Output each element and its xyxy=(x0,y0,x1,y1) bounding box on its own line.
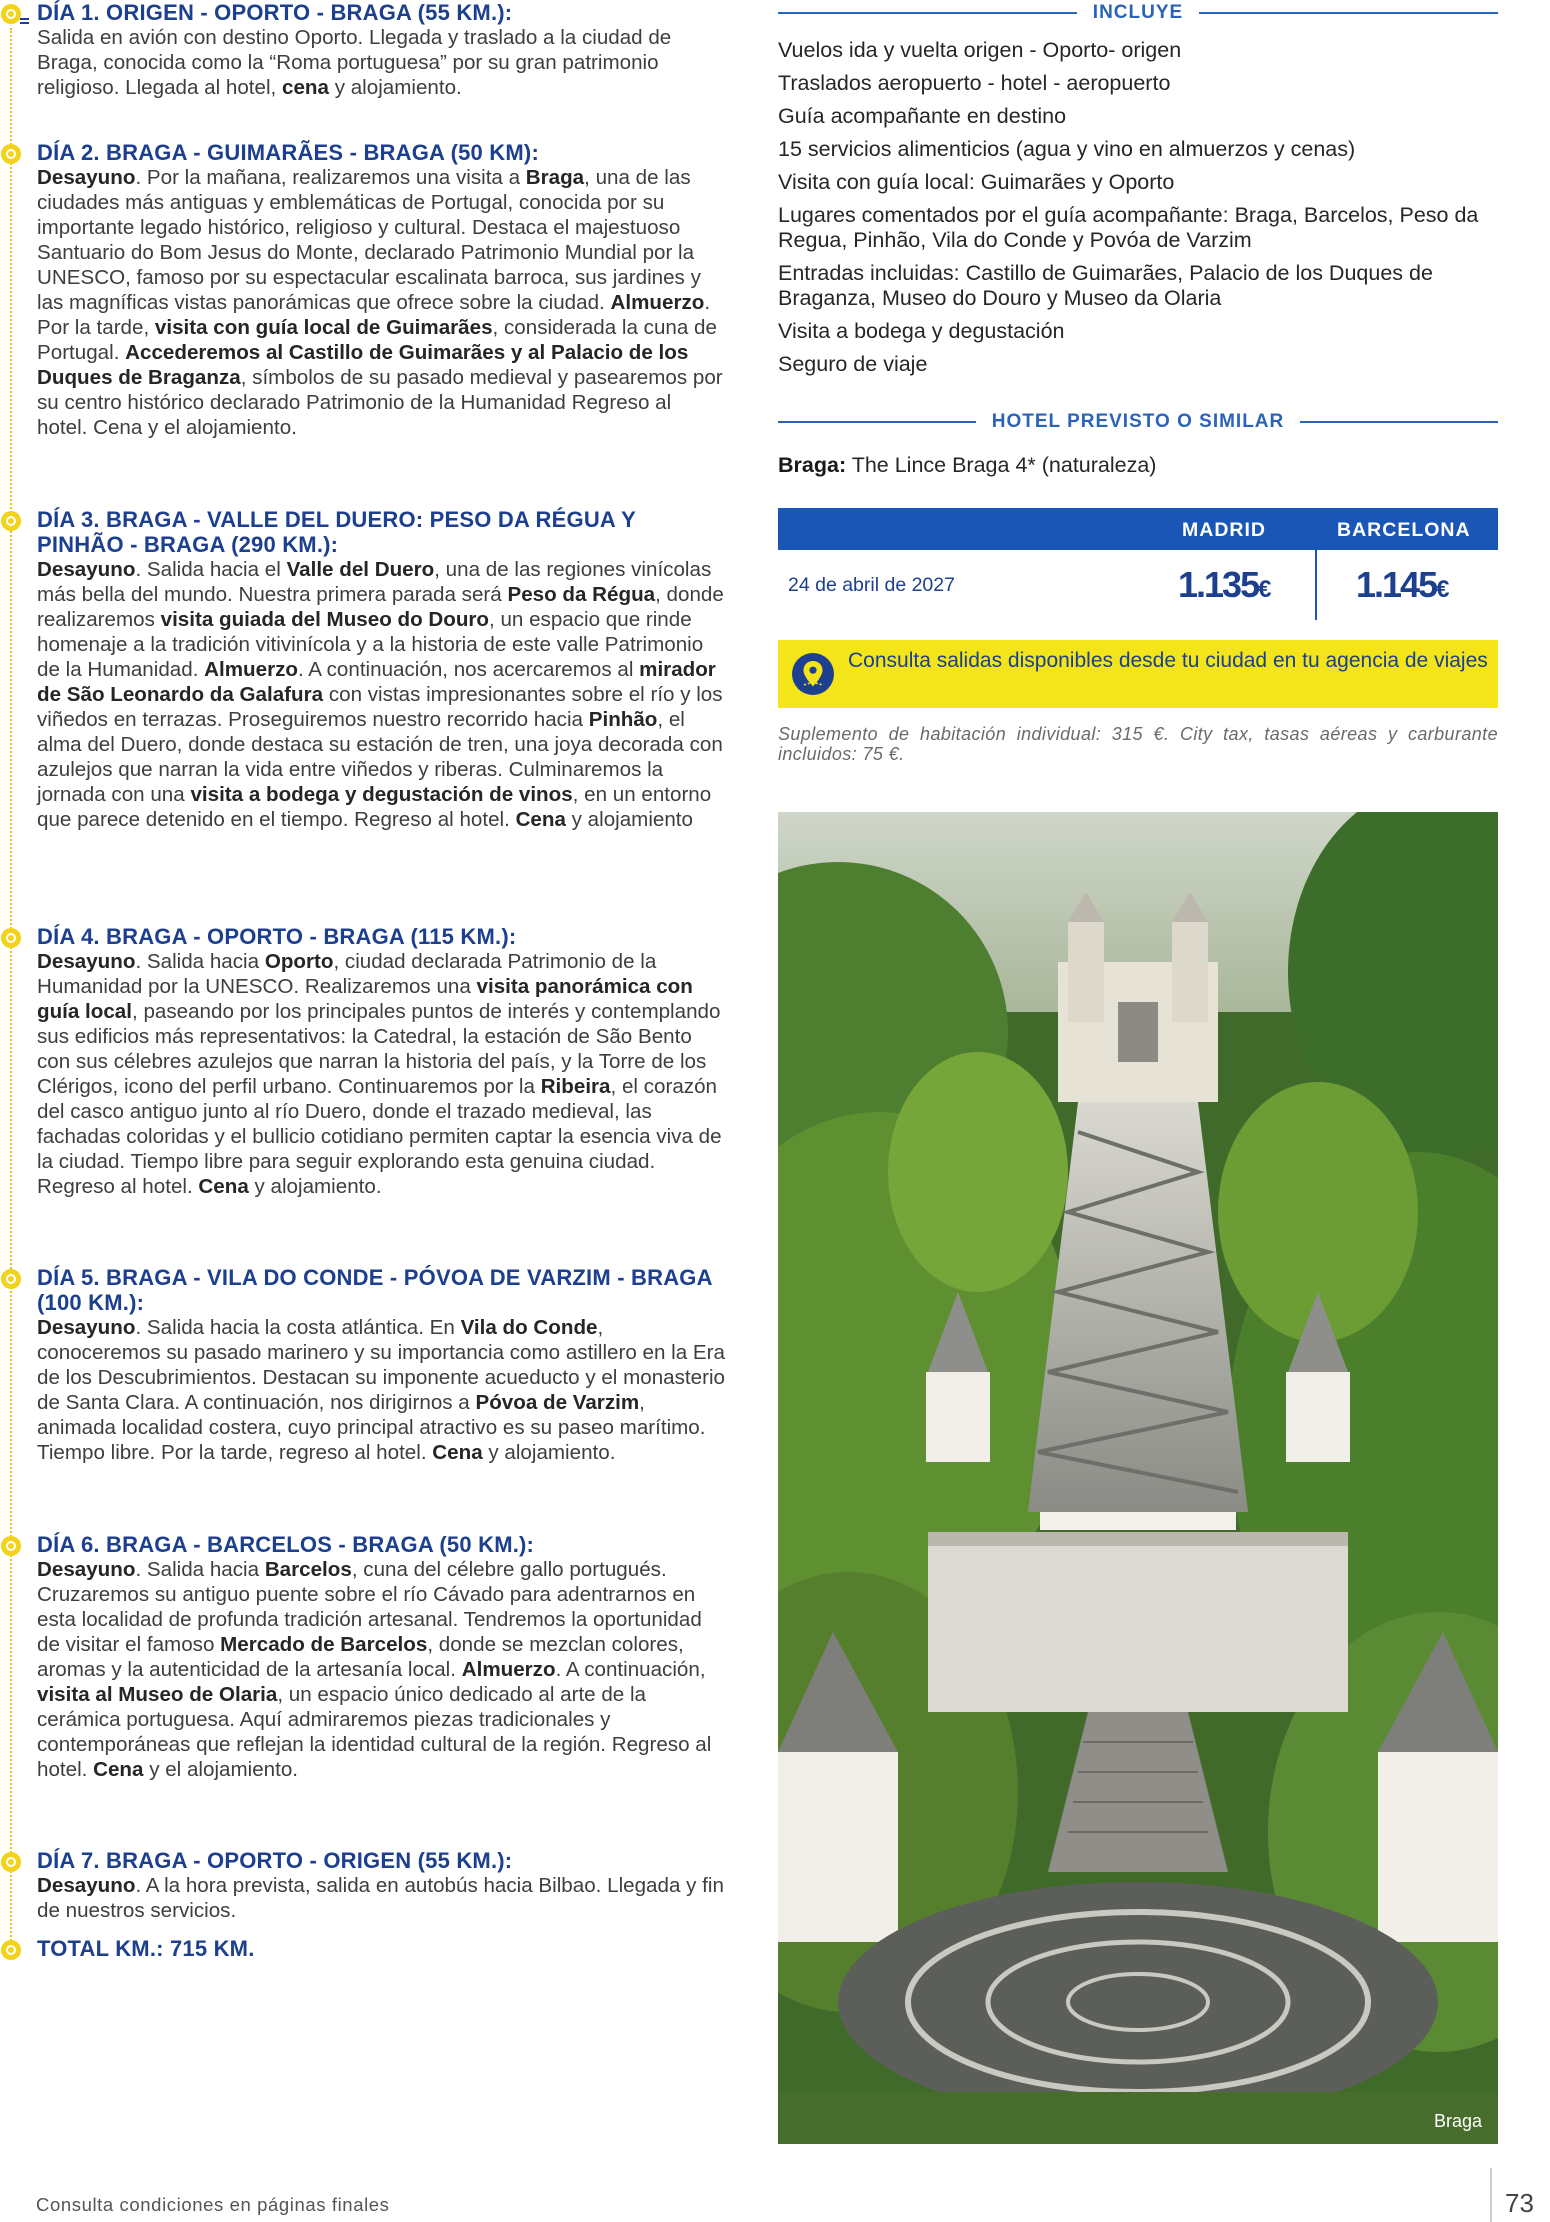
braga-photo xyxy=(778,812,1498,2144)
list-item: Guía acompañante en destino xyxy=(778,104,1067,128)
day-title: DÍA 3. BRAGA - VALLE DEL DUERO: PESO DA RÉGUA Y PINHÃO - BRAGA (290 KM.): xyxy=(37,507,636,557)
divider xyxy=(778,12,1077,14)
list-item: Visita con guía local: Guimarães y Oporto xyxy=(778,170,1175,194)
includes-header xyxy=(778,0,1498,26)
day-body: Desayuno. Salida hacia Oporto, ciudad declarada Patrimonio de la Humanidad por la UNESCO. Realizaremos una visita panorámica con guía local, paseando por los principales puntos de interés y contemplando sus edificios más representativos: la Catedral, la estación de São Bento con sus célebres azulejos que narran la historia del país, y la Torre de los Clérigos, icono del perfil urbano. Continuaremos por la Ribeira, el corazón del casco antiguo junto al río Duero, donde el trazado medieval, las fachadas coloridas y el bullicio cotidiano permiten captar la esencia viva de la ciudad. Tiempo libre para seguir explorando esta genuina ciudad. Regreso al hotel. Cena y alojamiento. xyxy=(37,950,722,1198)
day-marker-icon xyxy=(1,144,21,164)
day-marker-icon xyxy=(1,1269,21,1289)
itinerary-column xyxy=(0,0,725,1990)
footer-divider xyxy=(1490,2168,1492,2222)
day-3 xyxy=(0,507,725,832)
day-marker-icon xyxy=(1,4,21,24)
list-item: Vuelos ida y vuelta origen - Oporto- origen xyxy=(778,38,1182,62)
page-number: 73 xyxy=(1505,2188,1534,2218)
departure-date: 24 de abril de 2027 xyxy=(788,574,955,596)
consulta-banner xyxy=(778,640,1498,708)
day-title: DÍA 6. BRAGA - BARCELOS - BRAGA (50 KM.): xyxy=(37,1532,535,1557)
day-title: DÍA 4. BRAGA - OPORTO - BRAGA (115 KM.): xyxy=(37,924,517,949)
day-body: Salida en avión con destino Oporto. Llegada y traslado a la ciudad de Braga, conocida como la “Roma portuguesa” por su gran patrimonio religioso. Llegada al hotel, cena y alojamiento. xyxy=(37,26,672,99)
list-item: 15 servicios alimenticios (agua y vino en almuerzos y cenas) xyxy=(778,137,1356,161)
price-table-header xyxy=(778,508,1498,550)
hotel-name: The Lince Braga 4* (naturaleza) xyxy=(851,453,1157,477)
day-marker-icon xyxy=(1,1940,21,1960)
euro-symbol: € xyxy=(1436,576,1450,603)
consulta-text: Consulta salidas disponibles desde tu ciudad en tu agencia de viajes xyxy=(848,649,1488,672)
list-item: Visita a bodega y degustación xyxy=(778,319,1065,343)
hotel-info xyxy=(778,453,1156,478)
day-title: DÍA 2. BRAGA - GUIMARÃES - BRAGA (50 KM): xyxy=(37,140,539,165)
price-madrid xyxy=(1178,564,1271,606)
day-5 xyxy=(0,1265,725,1465)
total-km xyxy=(0,1936,725,1961)
day-4 xyxy=(0,924,725,1199)
price-barcelona xyxy=(1356,564,1449,606)
day-body: Desayuno. Salida hacia la costa atlántica. En Vila do Conde, conoceremos su pasado marinero y su importancia como astillero en la Era de los Descubrimientos. Destacan su imponente acueducto y el monasterio de Santa Clara. A continuación, nos dirigirnos a Póvoa de Varzim, animada localidad costera, cuyo principal atractivo es su paseo marítimo. Tiempo libre. Por la tarde, regreso al hotel. Cena y alojamiento. xyxy=(37,1316,725,1464)
price-barcelona-value: 1.145 xyxy=(1356,564,1437,605)
supplement-note: Suplemento de habitación individual: 315 €. City tax, tasas aéreas y carburante incluidos: 75 €. xyxy=(778,724,1498,764)
day-7 xyxy=(0,1848,725,1923)
day-body: Desayuno. Por la mañana, realizaremos una visita a Braga, una de las ciudades más antiguas y emblemáticas de Portugal, conocida por su importante legado histórico, religioso y cultural. Destaca el majestuoso Santuario do Bom Jesus do Monte, declarado Patrimonio Mundial por la UNESCO, famoso por su espectacular escalinata barroca, sus jardines y las magníficas vistas panorámicas que ofrece sobre la ciudad. Almuerzo. Por la tarde, visita con guía local de Guimarães, considerada la cuna de Portugal. Accederemos al Castillo de Guimarães y al Palacio de los Duques de Braganza, símbolos de su pasado medieval y pasearemos por su centro histórico declarado Patrimonio de la Humanidad Regreso al hotel. Cena y el alojamiento. xyxy=(37,166,723,439)
divider xyxy=(1199,12,1498,14)
hotel-title: HOTEL PREVISTO O SIMILAR xyxy=(991,411,1285,432)
price-divider xyxy=(1315,550,1317,620)
list-item: Entradas incluidas: Castillo de Guimarães, Palacio de los Duques de Braganza, Museo do Douro y Museo da Olaria xyxy=(778,261,1433,310)
divider xyxy=(778,421,976,423)
day-6 xyxy=(0,1532,725,1782)
day-title: DÍA 1. ORIGEN - OPORTO - BRAGA (55 KM.): xyxy=(37,0,513,25)
day-marker-icon xyxy=(1,928,21,948)
list-item: Seguro de viaje xyxy=(778,352,928,376)
price-table xyxy=(778,508,1498,620)
list-item: Traslados aeropuerto - hotel - aeropuerto xyxy=(778,71,1171,95)
day-title: DÍA 7. BRAGA - OPORTO - ORIGEN (55 KM.): xyxy=(37,1848,513,1873)
location-pin-icon xyxy=(792,653,834,695)
euro-symbol: € xyxy=(1258,576,1272,603)
day-body: Desayuno. Salida hacia Barcelos, cuna del célebre gallo portugués. Cruzaremos su antiguo puente sobre el río Cávado para adentrarnos en esta localidad de profunda tradición artesanal. Tendremos la oportunidad de visitar el famoso Mercado de Barcelos, donde se mezclan colores, aromas y la autenticidad de la artesanía local. Almuerzo. A continuación, visita al Museo de Olaria, un espacio único dedicado al arte de la cerámica portuguesa. Aquí admiraremos piezas tradicionales y contemporáneas que reflejan la identidad cultural de la región. Regreso al hotel. Cena y el alojamiento. xyxy=(37,1558,712,1781)
divider xyxy=(1300,421,1498,423)
day-marker-icon xyxy=(1,1852,21,1872)
city-madrid: MADRID xyxy=(1182,519,1266,541)
includes-list xyxy=(778,38,1498,385)
list-item: Lugares comentados por el guía acompañante: Braga, Barcelos, Peso da Regua, Pinhão, Vila do Conde y Povóa de Varzim xyxy=(778,203,1479,252)
day-marker-icon xyxy=(1,1536,21,1556)
day-body: Desayuno. A la hora prevista, salida en autobús hacia Bilbao. Llegada y fin de nuestros servicios. xyxy=(37,1874,724,1922)
day-1 xyxy=(0,0,725,100)
total-km-label: TOTAL KM.: 715 KM. xyxy=(37,1936,255,1961)
hotel-header xyxy=(778,409,1498,435)
city-barcelona: BARCELONA xyxy=(1337,519,1471,541)
day-title: DÍA 5. BRAGA - VILA DO CONDE - PÓVOA DE VARZIM - BRAGA (100 KM.): xyxy=(37,1265,712,1315)
hotel-city: Braga: xyxy=(778,453,847,477)
includes-title: INCLUYE xyxy=(1092,2,1184,23)
day-body: Desayuno. Salida hacia el Valle del Duero, una de las regiones vinícolas más bella del mundo. Nuestra primera parada será Peso da Régua, donde realizaremos visita guiada del Museo do Douro, un espacio que rinde homenaje a la tradición vitivinícola y a la historia de este valle Patrimonio de la Humanidad. Almuerzo. A continuación, nos acercaremos al mirador de São Leonardo da Galafura con vistas impresionantes sobre el río y los viñedos en terrazas. Proseguiremos nuestro recorrido hacia Pinhão, el alma del Duero, donde destaca su estación de tren, una joya decorada con azulejos que narran la vida entre viñedos y riberas. Culminaremos la jornada con una visita a bodega y degustación de vinos, en un entorno que parece detenido en el tiempo. Regreso al hotel. Cena y alojamiento xyxy=(37,558,724,831)
day-2 xyxy=(0,140,725,440)
photo-caption: Braga xyxy=(1433,2111,1482,2131)
price-madrid-value: 1.135 xyxy=(1178,564,1259,605)
sanctuary-illustration xyxy=(778,812,1498,2144)
day-marker-icon xyxy=(1,511,21,531)
footer-note: Consulta condiciones en páginas finales xyxy=(36,2194,390,2215)
